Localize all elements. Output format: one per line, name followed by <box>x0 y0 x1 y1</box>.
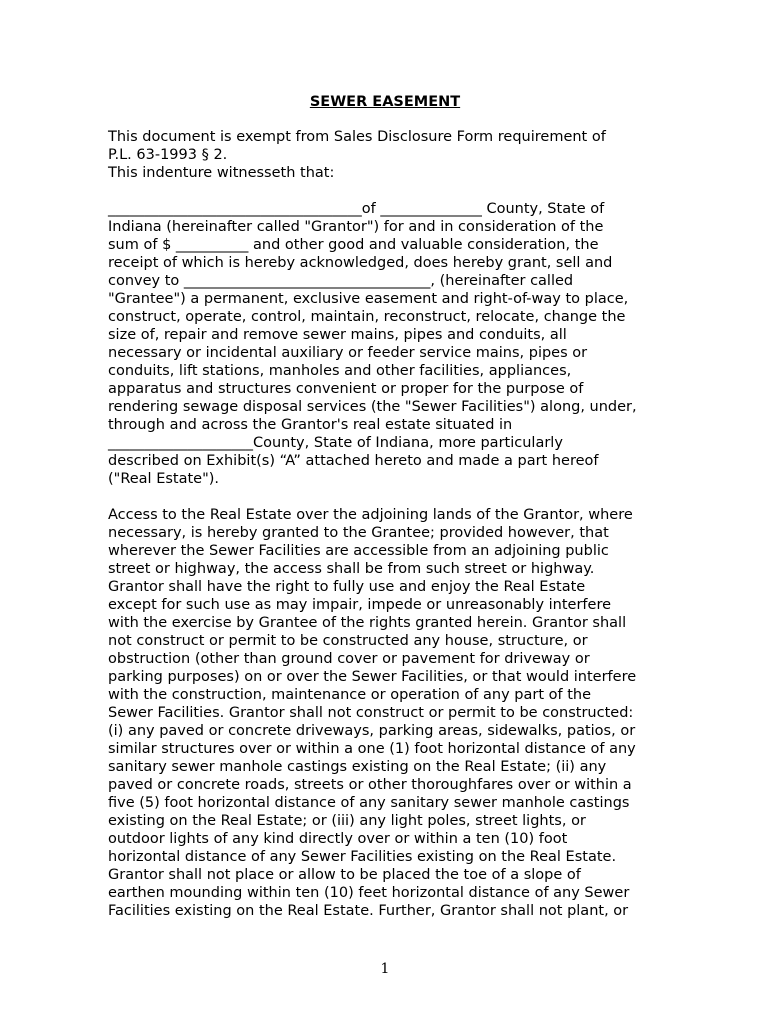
paragraph-line: not construct or permit to be constructed any house, structure, or <box>108 633 588 649</box>
paragraph-line: existing on the Real Estate; or (iii) any light poles, street lights, or <box>108 813 586 829</box>
paragraph-line: sum of $ __________ and other good and valuable consideration, the <box>108 237 599 253</box>
paragraph-gap <box>108 182 668 200</box>
paragraph-line: wherever the Sewer Facilities are accessible from an adjoining public <box>108 543 609 559</box>
paragraph-line: ____________________County, State of Indiana, more particularly <box>108 435 563 451</box>
paragraph-line: street or highway, the access shall be from such street or highway. <box>108 561 595 577</box>
paragraph-line: through and across the Grantor's real estate situated in <box>108 417 513 433</box>
paragraph-line: Grantor shall have the right to fully use and enjoy the Real Estate <box>108 579 586 595</box>
paragraph-line: Grantor shall not place or allow to be placed the toe of a slope of <box>108 867 581 883</box>
paragraph-line: ___________________________________of ______________ County, State of <box>108 201 605 217</box>
paragraph-line: with the exercise by Grantee of the rights granted herein. Grantor shall <box>108 615 627 631</box>
paragraph-line: rendering sewage disposal services (the "Sewer Facilities") along, under, <box>108 399 637 415</box>
access-paragraph <box>108 506 668 920</box>
paragraph-line: Sewer Facilities. Grantor shall not construct or permit to be constructed: <box>108 705 634 721</box>
paragraph-line: necessary, is hereby granted to the Grantee; provided however, that <box>108 525 609 541</box>
paragraph-line: except for such use as may impair, impede or unreasonably interfere <box>108 597 612 613</box>
paragraph-line: horizontal distance of any Sewer Facilities existing on the Real Estate. <box>108 849 617 865</box>
paragraph-line: described on Exhibit(s) “A” attached hereto and made a part hereof <box>108 453 599 469</box>
intro-line: This document is exempt from Sales Disclosure Form requirement of <box>108 129 606 145</box>
paragraph-line: convey to __________________________________, (hereinafter called <box>108 273 574 289</box>
paragraph-line: conduits, lift stations, manholes and other facilities, appliances, <box>108 363 572 379</box>
paragraph-line: necessary or incidental auxiliary or feeder service mains, pipes or <box>108 345 588 361</box>
intro-line: This indenture witnesseth that: <box>108 165 335 181</box>
paragraph-line: apparatus and structures convenient or proper for the purpose of <box>108 381 584 397</box>
paragraph-line: ("Real Estate"). <box>108 471 220 487</box>
grant-paragraph <box>108 200 668 488</box>
page-number: 1 <box>380 961 390 977</box>
intro-line: P.L. 63-1993 § 2. <box>108 147 228 163</box>
paragraph-line: similar structures over or within a one (1) foot horizontal distance of any <box>108 741 636 757</box>
paragraph-line: receipt of which is hereby acknowledged, does hereby grant, sell and <box>108 255 613 271</box>
paragraph-line: Access to the Real Estate over the adjoining lands of the Grantor, where <box>108 507 633 523</box>
paragraph-line: "Grantee") a permanent, exclusive easement and right-of-way to place, <box>108 291 629 307</box>
paragraph-line: five (5) foot horizontal distance of any sanitary sewer manhole castings <box>108 795 630 811</box>
paragraph-line: sanitary sewer manhole castings existing on the Real Estate; (ii) any <box>108 759 607 775</box>
paragraph-line: size of, repair and remove sewer mains, pipes and conduits, all <box>108 327 567 343</box>
paragraph-line: construct, operate, control, maintain, reconstruct, relocate, change the <box>108 309 626 325</box>
paragraph-line: (i) any paved or concrete driveways, parking areas, sidewalks, patios, or <box>108 723 636 739</box>
paragraph-line: earthen mounding within ten (10) feet horizontal distance of any Sewer <box>108 885 630 901</box>
paragraph-line: Facilities existing on the Real Estate. Further, Grantor shall not plant, or <box>108 903 629 919</box>
paragraph-line: Indiana (hereinafter called "Grantor") for and in consideration of the <box>108 219 604 235</box>
paragraph-line: outdoor lights of any kind directly over or within a ten (10) foot <box>108 831 568 847</box>
paragraph-line: obstruction (other than ground cover or pavement for driveway or <box>108 651 590 667</box>
paragraph-gap <box>108 488 668 506</box>
paragraph-line: paved or concrete roads, streets or other thoroughfares over or within a <box>108 777 632 793</box>
document-body <box>108 128 668 920</box>
intro-block <box>108 128 668 182</box>
paragraph-line: parking purposes) on or over the Sewer Facilities, or that would interfere <box>108 669 637 685</box>
document-title: SEWER EASEMENT <box>309 94 461 110</box>
paragraph-line: with the construction, maintenance or operation of any part of the <box>108 687 592 703</box>
